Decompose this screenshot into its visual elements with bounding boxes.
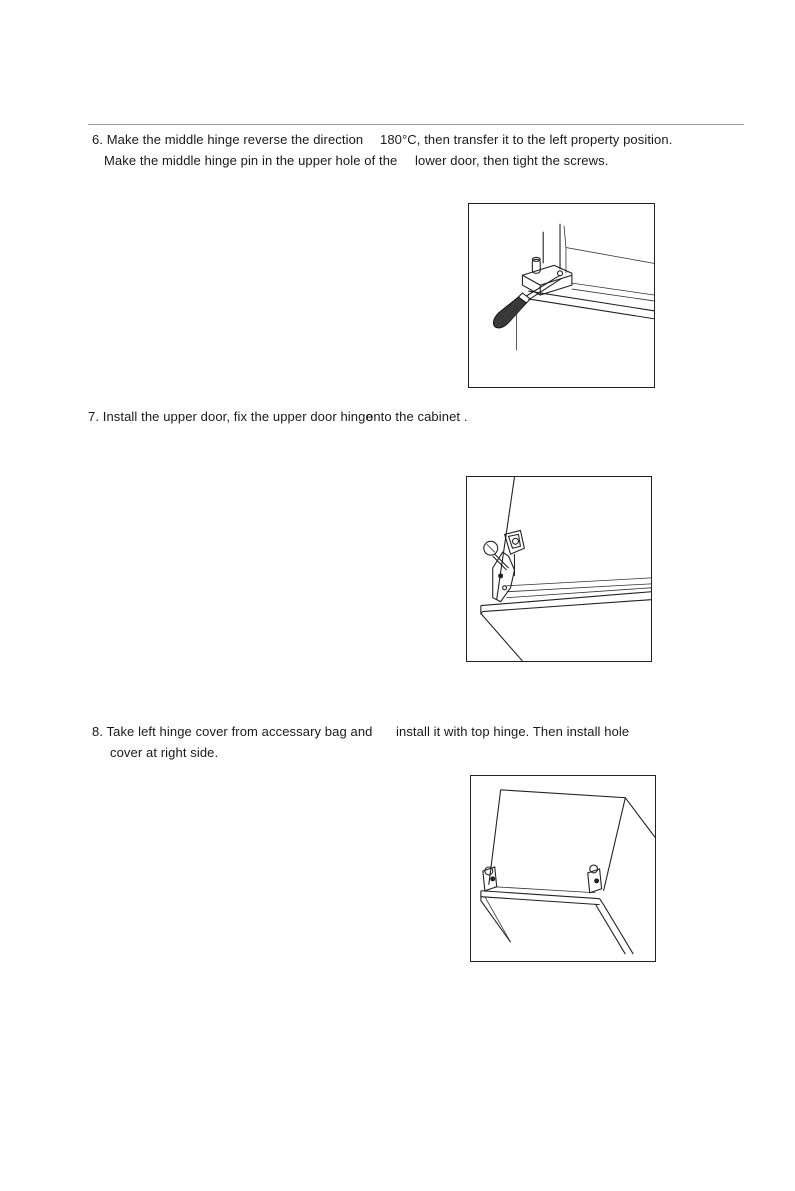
- step8-line2: cover at right side.: [110, 745, 219, 760]
- step8-line1-part2: install it with top hinge. Then install hole: [396, 724, 630, 739]
- step6-line1-part1: 6. Make the middle hinge reverse the direction: [92, 132, 364, 147]
- step7-line1-part2: onto the cabinet .: [366, 409, 468, 424]
- step6-line1-part2: 180°C, then transfer it to the left property position.: [380, 132, 673, 147]
- upper-door-hinge-icon: [467, 477, 651, 661]
- figure-step8: [470, 775, 656, 962]
- hinge-cover-icon: [471, 776, 655, 961]
- step6-line2-part2: lower door, then tight the screws.: [415, 153, 609, 168]
- step8-line1-part1: 8. Take left hinge cover from accessary bag and: [92, 724, 373, 739]
- header-rule: [88, 124, 744, 125]
- screwdriver-hinge-icon: [469, 204, 654, 387]
- figure-step7: [466, 476, 652, 662]
- figure-step6: [468, 203, 655, 388]
- step7-line1-part1: 7. Install the upper door, fix the upper door hinge: [88, 409, 373, 424]
- step6-line2-part1: Make the middle hinge pin in the upper hole of the: [104, 153, 398, 168]
